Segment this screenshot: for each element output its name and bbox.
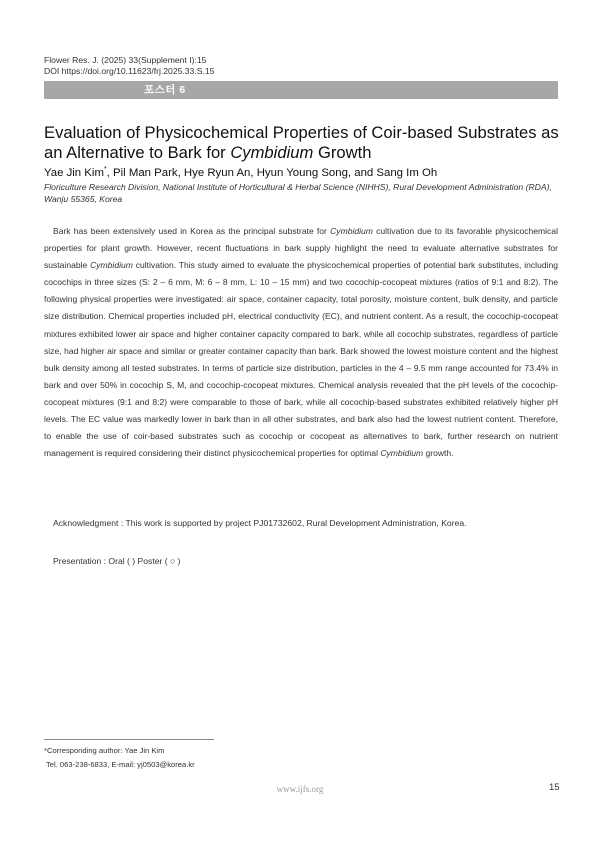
footnote-contact: Tel. 063-238-6833, E-mail: yj0503@korea.kr — [46, 760, 195, 769]
poster-label: 포스터 6 — [144, 84, 186, 96]
paper-title: Evaluation of Physicochemical Properties of Coir-based Substrates as an Alternative to Bark for Cymbidium Growth — [44, 123, 559, 163]
abstract-body: Bark has been extensively used in Korea as the principal substrate for Cymbidium cultivation due to its favorable physicochemical properties for plant growth. However, recent fluctuations in bark supply highlight the need to evaluate alternative substrates for sustainable Cymbidium cultivation. This study aimed to evaluate the physicochemical properties of potential bark substitutes, including cocochips in three sizes (S: 2 – 6 mm, M: 6 – 8 mm, L: 10 – 15 mm) and two cocochip-cocopeat mixtures (ratios of 9:1 and 8:2). The following physical properties were investigated: air space, container capacity, total porosity, moisture content, bulk density, and particle size distribution. Chemical properties included pH, electrical conductivity (EC), and nutrient content. As a result, the cocochip-cocopeat mixtures exhibited lower air space and higher container capacity compared to bark, while all cocochip substrates, regardless of particle size, had higher air space and similar or greater container capacity than bark. Bark showed the lowest moisture content and the highest bulk density among all tested substrates. In terms of particle size distribution, particles in the 4 – 9.5 mm range accounted for 73.4% in bark and over 50% in cocochip S, M, and cocochip-cocopeat mixtures. Chemical analysis revealed that the pH levels of the cocochip-cocopeat mixtures (9:1 and 8:2) were comparable to those of bark, while all cocochip-based substrates exhibited relatively higher pH levels. The EC value was markedly lower in bark than in all other substrates, and bark also had the lowest nutrient content. Therefore, to enable the use of coir-based substrates such as cocochip or cocopeat as alternatives to bark, further research on nutrient management is required considering their distinct physicochemical properties for optimal Cymbidium growth. — [44, 226, 558, 459]
affiliation: Floriculture Research Division, National Institute of Horticultural & Herbal Science (NIHHS), Rural Development Administration (RDA), Wanju 55365, Korea — [44, 182, 552, 204]
journal-doi: DOI https://doi.org/10.11623/frj.2025.33.S.15 — [44, 66, 215, 76]
corresponding-mark: * — [103, 166, 107, 174]
footnote-divider — [44, 739, 214, 740]
poster-banner — [44, 81, 558, 99]
presentation-type: Presentation : Oral ( ) Poster ( ○ ) — [53, 556, 181, 566]
author-list: Yae Jin Kim*, Pil Man Park, Hye Ryun An, Hyun Young Song, and Sang Im Oh — [44, 166, 438, 179]
acknowledgment: Acknowledgment : This work is supported by project PJ01732602, Rural Development Administration, Korea. — [53, 518, 467, 528]
corresponding-author: Yae Jin Kim — [44, 167, 104, 179]
journal-website: www.ijfs.org — [276, 784, 324, 794]
footnote-author: *Corresponding author: Yae Jin Kim — [44, 746, 165, 755]
page-number: 15 — [549, 782, 560, 793]
journal-citation: Flower Res. J. (2025) 33(Supplement I):15 — [44, 55, 207, 65]
